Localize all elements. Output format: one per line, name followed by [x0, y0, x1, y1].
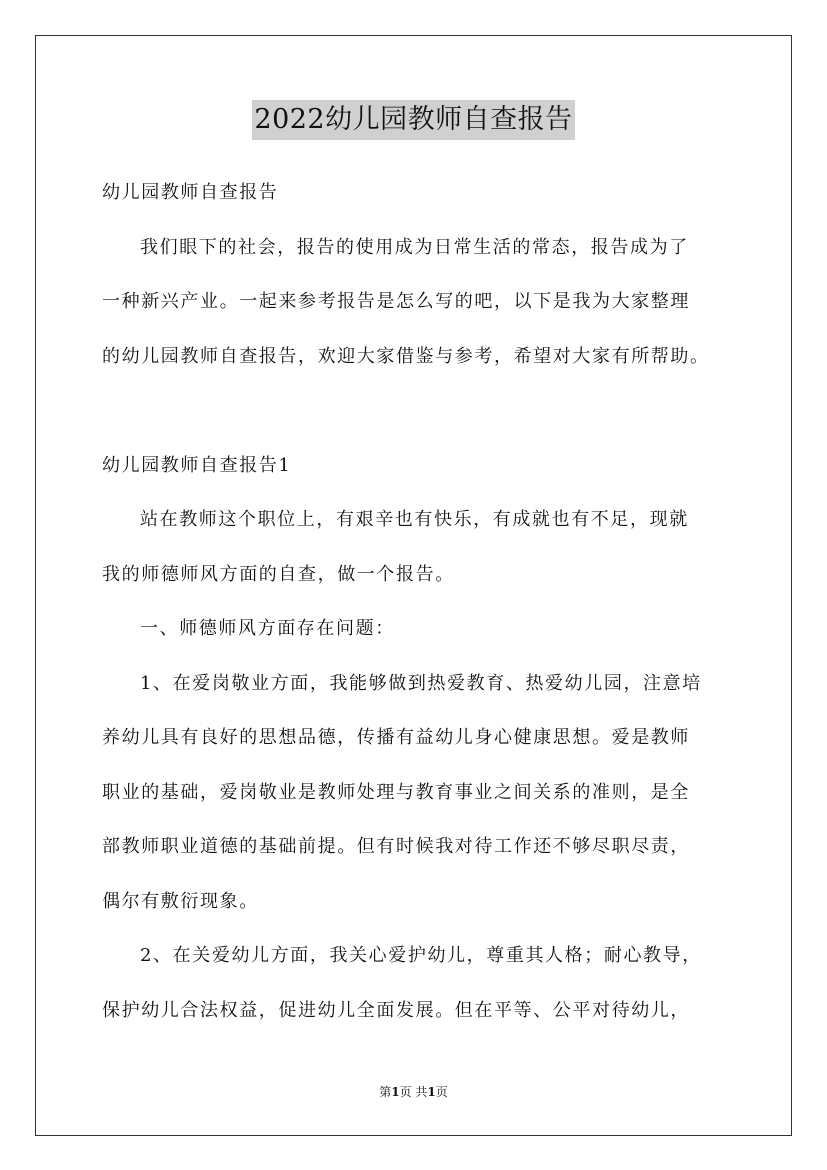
paragraph-line: 站在教师这个职位上，有艰辛也有快乐，有成就也有不足，现就: [140, 509, 689, 530]
section-heading: 幼儿园教师自查报告1: [102, 454, 292, 476]
paragraph-line: 2、在关爱幼儿方面，我关心爱护幼儿，尊重其人格；耐心教导，: [140, 945, 702, 966]
title-wrap: [0, 100, 827, 140]
paragraph-line: 我们眼下的社会，报告的使用成为日常生活的常态，报告成为了: [140, 236, 689, 258]
paragraph-line: 我的师德师风方面的自查，做一个报告。: [102, 563, 455, 585]
subsection-heading: 一、师德师风方面存在问题：: [140, 618, 395, 639]
page-total: 1: [427, 1085, 436, 1099]
section-heading: 幼儿园教师自查报告: [102, 182, 279, 203]
paragraph-line: 部教师职业道德的基础前提。但有时候我对待工作还不够尽职尽责，: [102, 836, 690, 857]
paragraph-line: 职业的基础，爱岗敬业是教师处理与教育事业之间关系的准则，是全: [102, 781, 690, 803]
page-suffix: 页: [435, 1085, 448, 1099]
paragraph-line: 1、在爱岗敬业方面，我能够做到热爱教育、热爱幼儿园，注意培: [140, 672, 702, 694]
document-title: 2022幼儿园教师自查报告: [252, 100, 574, 140]
page-prefix: 第: [379, 1085, 392, 1099]
page-mid: 页 共: [399, 1085, 428, 1099]
document-body: [102, 166, 742, 1038]
paragraph-line: 偶尔有敷衍现象。: [102, 890, 259, 912]
paragraph-line: 的幼儿园教师自查报告，欢迎大家借鉴与参考，希望对大家有所帮助。: [102, 345, 710, 367]
paragraph-line: 保护幼儿合法权益，促进幼儿全面发展。但在平等、公平对待幼儿，: [102, 999, 690, 1021]
page-footer: [0, 1084, 827, 1100]
page-current: 1: [391, 1085, 400, 1099]
paragraph-line: 一种新兴产业。一起来参考报告是怎么写的吧，以下是我为大家整理: [102, 291, 690, 312]
paragraph-line: 养幼儿具有良好的思想品德，传播有益幼儿身心健康思想。爱是教师: [102, 727, 690, 748]
